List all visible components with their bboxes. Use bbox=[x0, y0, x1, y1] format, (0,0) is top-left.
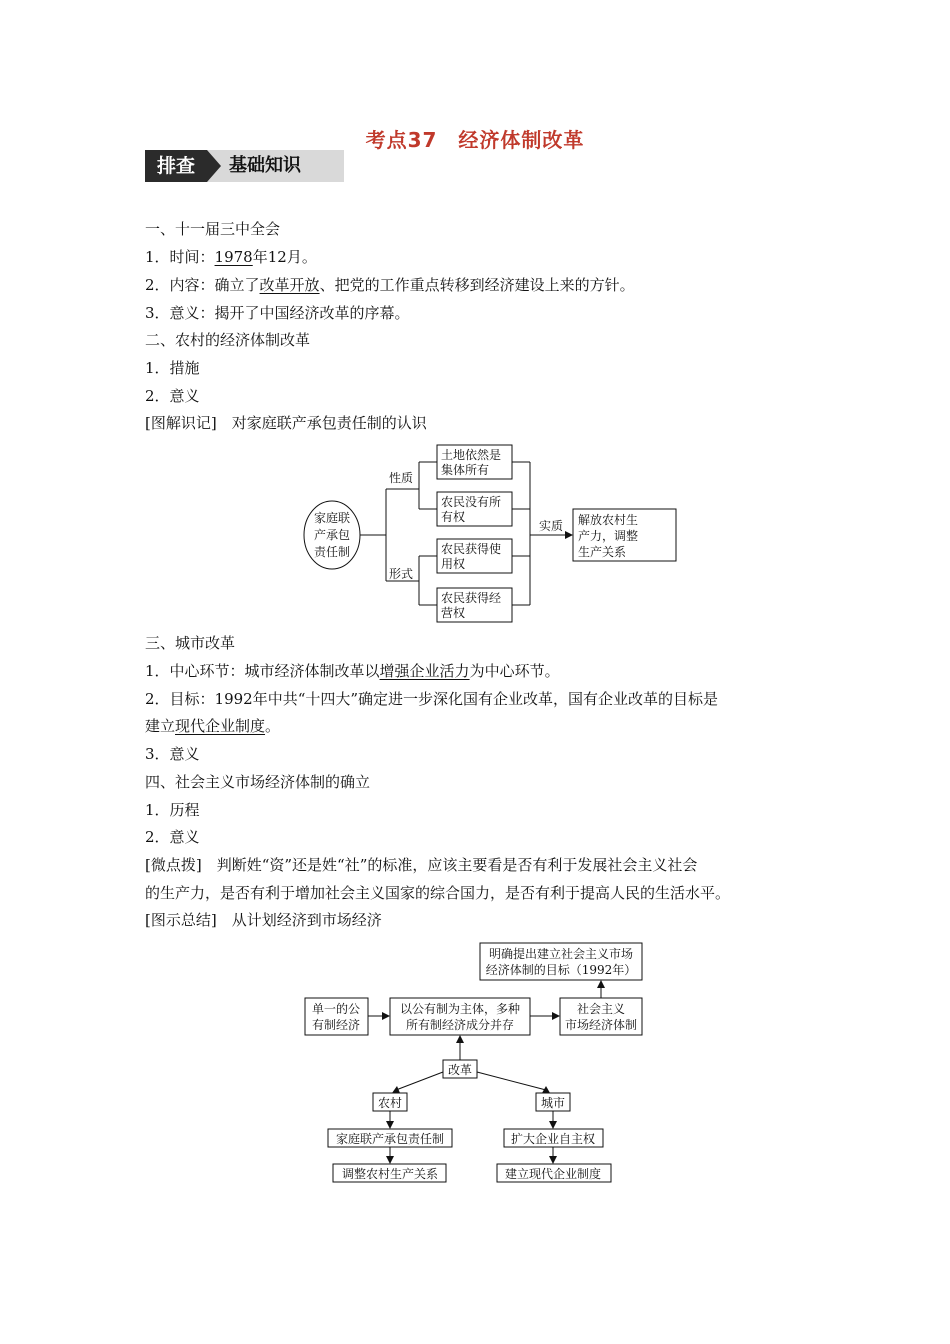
box3-line2: 用权 bbox=[441, 557, 466, 571]
arrow-icon bbox=[386, 1121, 394, 1129]
arrow-icon bbox=[552, 1012, 560, 1020]
text: 。 bbox=[265, 717, 281, 735]
banner-tag: 排查 bbox=[145, 150, 207, 182]
underlined-text: 现代企业制度 bbox=[175, 717, 266, 735]
form-label: 形式 bbox=[388, 567, 414, 581]
rural2-label: 调整农村生产关系 bbox=[341, 1167, 439, 1181]
arrow-icon bbox=[382, 1012, 390, 1020]
banner-label: 基础知识 bbox=[229, 155, 301, 176]
rural1-label: 家庭联产承包责任制 bbox=[335, 1132, 445, 1146]
center-line2: 产承包 bbox=[313, 528, 351, 542]
text: 为中心环节。 bbox=[469, 662, 560, 680]
urban2-label: 建立现代企业制度 bbox=[504, 1167, 602, 1181]
center-line1: 家庭联 bbox=[313, 511, 351, 525]
underlined-text: 1978 bbox=[214, 248, 253, 266]
center-line3: 责任制 bbox=[313, 545, 351, 559]
market-line1: 社会主义 bbox=[576, 1002, 626, 1016]
result-line3: 生产关系 bbox=[578, 545, 627, 559]
box4-line2: 营权 bbox=[441, 606, 466, 620]
section2-line2: 2．意义 bbox=[145, 387, 200, 405]
page-title: 考点37 经济体制改革 bbox=[365, 128, 585, 152]
underlined-text: 改革开放 bbox=[259, 276, 320, 294]
top-line1: 明确提出建立社会主义市场 bbox=[488, 947, 634, 961]
section4-summary: [图示总结] 从计划经济到市场经济 bbox=[145, 911, 382, 929]
box1-line1: 土地依然是 bbox=[441, 448, 502, 462]
arrow-icon bbox=[456, 1035, 464, 1043]
section2-line1: 1．措施 bbox=[145, 359, 200, 377]
result-line1: 解放农村生 bbox=[578, 513, 639, 527]
section1-heading: 一、十一届三中全会 bbox=[145, 220, 281, 238]
text: 建立 bbox=[145, 717, 176, 735]
arrow-icon bbox=[549, 1121, 557, 1129]
text: 1．时间： bbox=[145, 248, 215, 266]
section4-tip-a: [微点拨] 判断姓“资”还是姓“社”的标准，应该主要看是否有利于发展社会主义社会 bbox=[145, 856, 698, 874]
section2-note: [图解识记] 对家庭联产承包责任制的认识 bbox=[145, 414, 427, 432]
essence-label: 实质 bbox=[538, 519, 564, 533]
result-line2: 产力，调整 bbox=[578, 529, 639, 543]
arrow-icon bbox=[549, 1156, 557, 1164]
section3-line2a: 2．目标：1992年中共“十四大”确定进一步深化国有企业改革，国有企业改革的目标是 bbox=[145, 690, 719, 708]
section3-heading: 三、城市改革 bbox=[145, 634, 236, 652]
text: 1．中心环节：城市经济体制改革以 bbox=[145, 662, 380, 680]
box3-line1: 农民获得使 bbox=[441, 542, 502, 556]
box4-line1: 农民获得经 bbox=[441, 591, 502, 605]
box2-line2: 有权 bbox=[441, 510, 466, 524]
arrow-icon bbox=[597, 980, 605, 988]
urban1-label: 扩大企业自主权 bbox=[510, 1132, 596, 1146]
middle-line2: 所有制经济成分并存 bbox=[405, 1018, 515, 1032]
market-line2: 市场经济体制 bbox=[564, 1018, 638, 1032]
section4-tip-b: 的生产力，是否有利于增加社会主义国家的综合国力，是否有利于提高人民的生活水平。 bbox=[145, 884, 731, 902]
urban-label: 城市 bbox=[540, 1096, 566, 1110]
section4-line1: 1．历程 bbox=[145, 801, 200, 819]
arrow-icon bbox=[386, 1156, 394, 1164]
section1-line3: 3．意义：揭开了中国经济改革的序幕。 bbox=[145, 304, 410, 322]
arrow-icon bbox=[392, 1086, 400, 1093]
planned-line1: 单一的公 bbox=[311, 1002, 361, 1016]
section4-line2: 2．意义 bbox=[145, 828, 200, 846]
underlined-text: 增强企业活力 bbox=[379, 662, 470, 680]
text: 、把党的工作重点转移到经济建设上来的方针。 bbox=[319, 276, 635, 294]
section4-heading: 四、社会主义市场经济体制的确立 bbox=[145, 773, 371, 791]
rural-label: 农村 bbox=[377, 1096, 403, 1110]
box1-line2: 集体所有 bbox=[441, 463, 490, 477]
box2-line1: 农民没有所 bbox=[441, 495, 502, 509]
text: 2．内容：确立了 bbox=[145, 276, 260, 294]
middle-line1: 以公有制为主体，多种 bbox=[399, 1002, 521, 1016]
text: 年12月。 bbox=[252, 248, 317, 266]
top-line2: 经济体制的目标（1992年） bbox=[485, 963, 637, 977]
reform-label: 改革 bbox=[447, 1063, 473, 1077]
section2-heading: 二、农村的经济体制改革 bbox=[145, 331, 311, 349]
section3-line3: 3．意义 bbox=[145, 745, 200, 763]
planned-line2: 有制经济 bbox=[311, 1018, 361, 1032]
nature-label: 性质 bbox=[388, 471, 414, 485]
